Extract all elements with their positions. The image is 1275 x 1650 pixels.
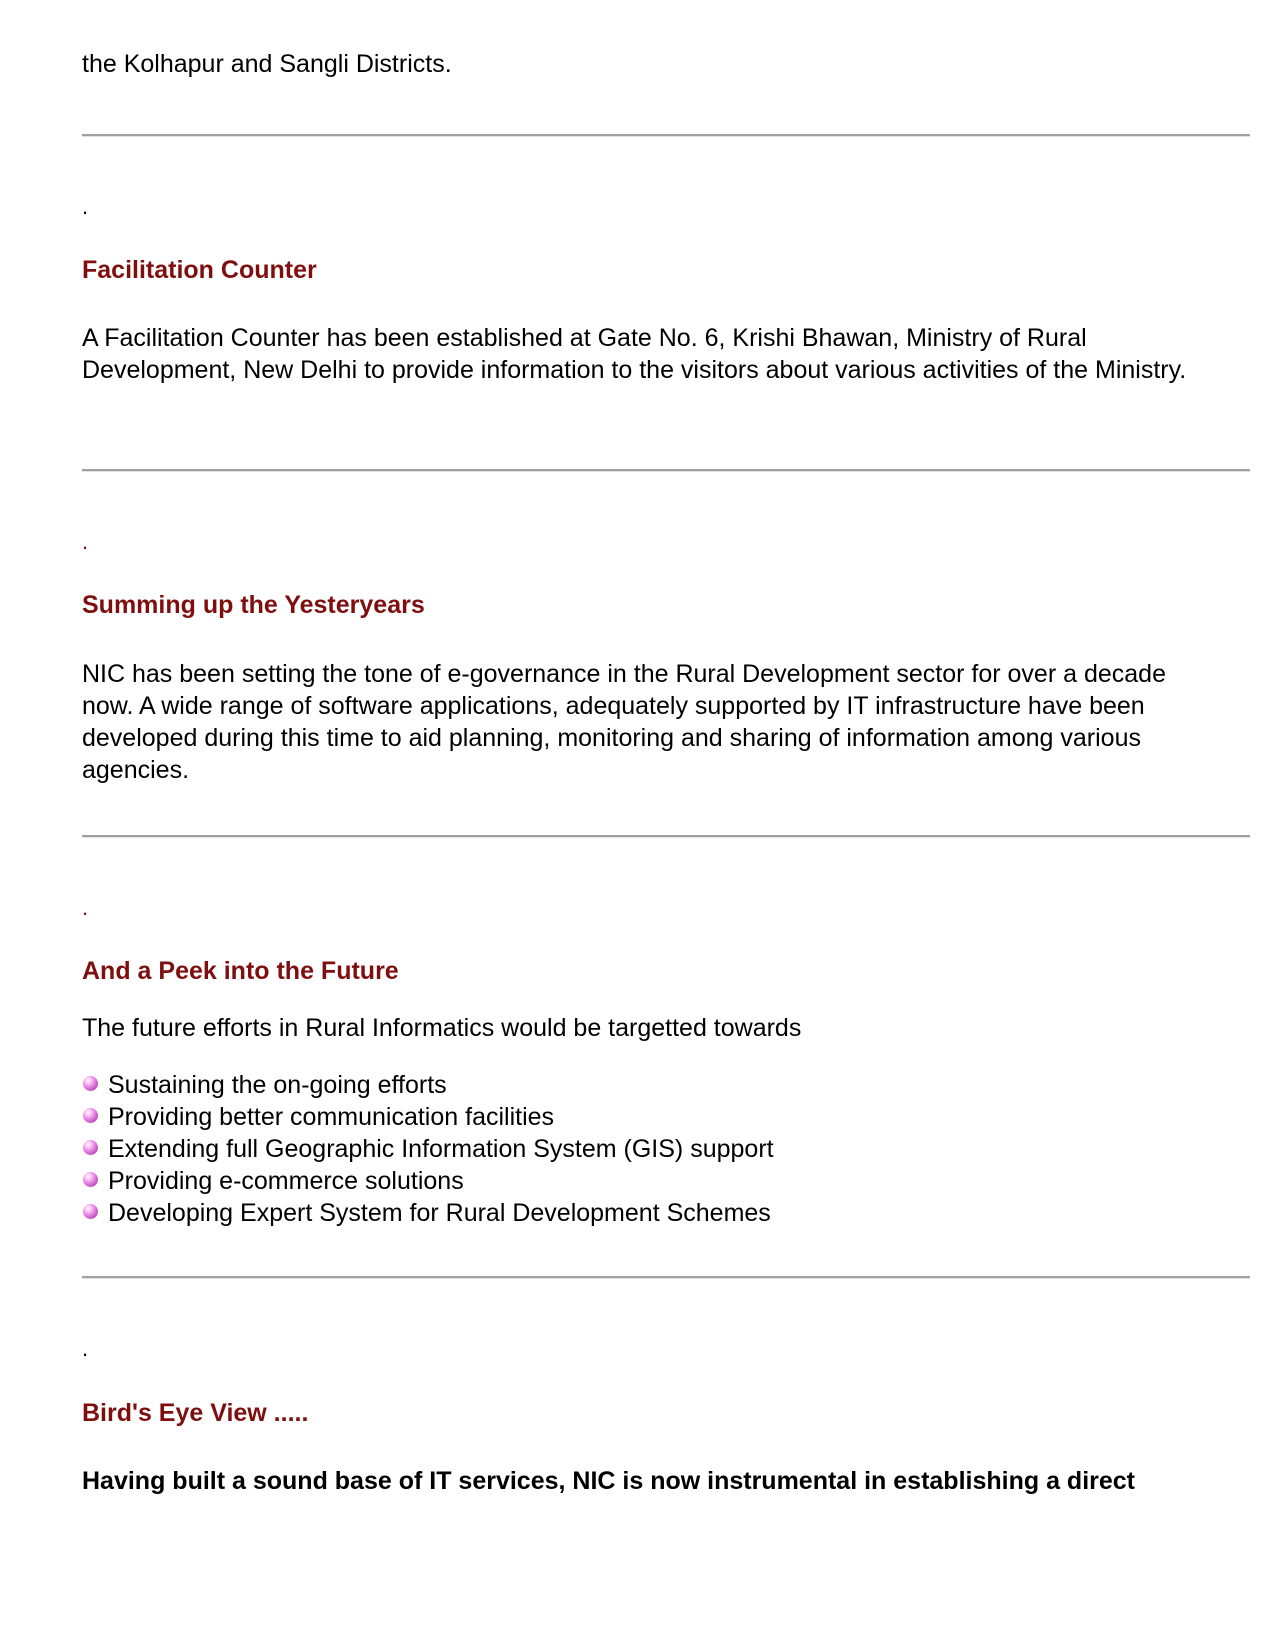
future-marker: . <box>82 895 89 920</box>
birds-eye-marker: . <box>82 1336 89 1361</box>
list-item <box>82 1197 774 1229</box>
list-item <box>82 1069 774 1101</box>
list-item <box>82 1133 774 1165</box>
section-divider-2 <box>82 469 1250 472</box>
list-item-text: Providing e-commerce solutions <box>108 1167 464 1195</box>
yesteryears-body: NIC has been setting the tone of e-governance in the Rural Development sector for over a decade now. A wide range of software applications, adequately supported by IT infrastructure have been developed during this time to aid planning, monitoring and sharing of information among various agencies. <box>82 660 1166 784</box>
pink-sphere-bullet-icon <box>83 1076 98 1091</box>
yesteryears-marker: . <box>82 529 89 554</box>
pink-sphere-bullet-icon <box>83 1108 98 1123</box>
future-intro: The future efforts in Rural Informatics would be targetted towards <box>82 1014 802 1042</box>
list-item-text: Sustaining the on-going efforts <box>108 1071 447 1099</box>
list-item-text: Developing Expert System for Rural Development Schemes <box>108 1199 771 1227</box>
intro-continued-text: the Kolhapur and Sangli Districts. <box>82 50 452 78</box>
section-divider-4 <box>82 1276 1250 1279</box>
future-heading: And a Peek into the Future <box>82 957 399 985</box>
pink-sphere-bullet-icon <box>83 1140 98 1155</box>
birds-eye-lead: Having built a sound base of IT services, NIC is now instrumental in establishing a direct <box>82 1467 1136 1495</box>
list-item-text: Extending full Geographic Information System (GIS) support <box>108 1135 774 1163</box>
list-item <box>82 1101 774 1133</box>
facilitation-body: A Facilitation Counter has been established at Gate No. 6, Krishi Bhawan, Ministry of Rural Development, New Delhi to provide information to the visitors about various activities of the Ministry. <box>82 324 1187 384</box>
facilitation-heading: Facilitation Counter <box>82 256 317 284</box>
facilitation-marker: . <box>82 194 89 219</box>
section-divider-1 <box>82 134 1250 137</box>
pink-sphere-bullet-icon <box>83 1172 98 1187</box>
pink-sphere-bullet-icon <box>83 1204 98 1219</box>
list-item <box>82 1165 774 1197</box>
birds-eye-heading: Bird's Eye View ..... <box>82 1399 309 1427</box>
future-bullet-list <box>82 1069 774 1229</box>
list-item-text: Providing better communication facilities <box>108 1103 555 1131</box>
section-divider-3 <box>82 835 1250 838</box>
yesteryears-heading: Summing up the Yesteryears <box>82 591 425 619</box>
